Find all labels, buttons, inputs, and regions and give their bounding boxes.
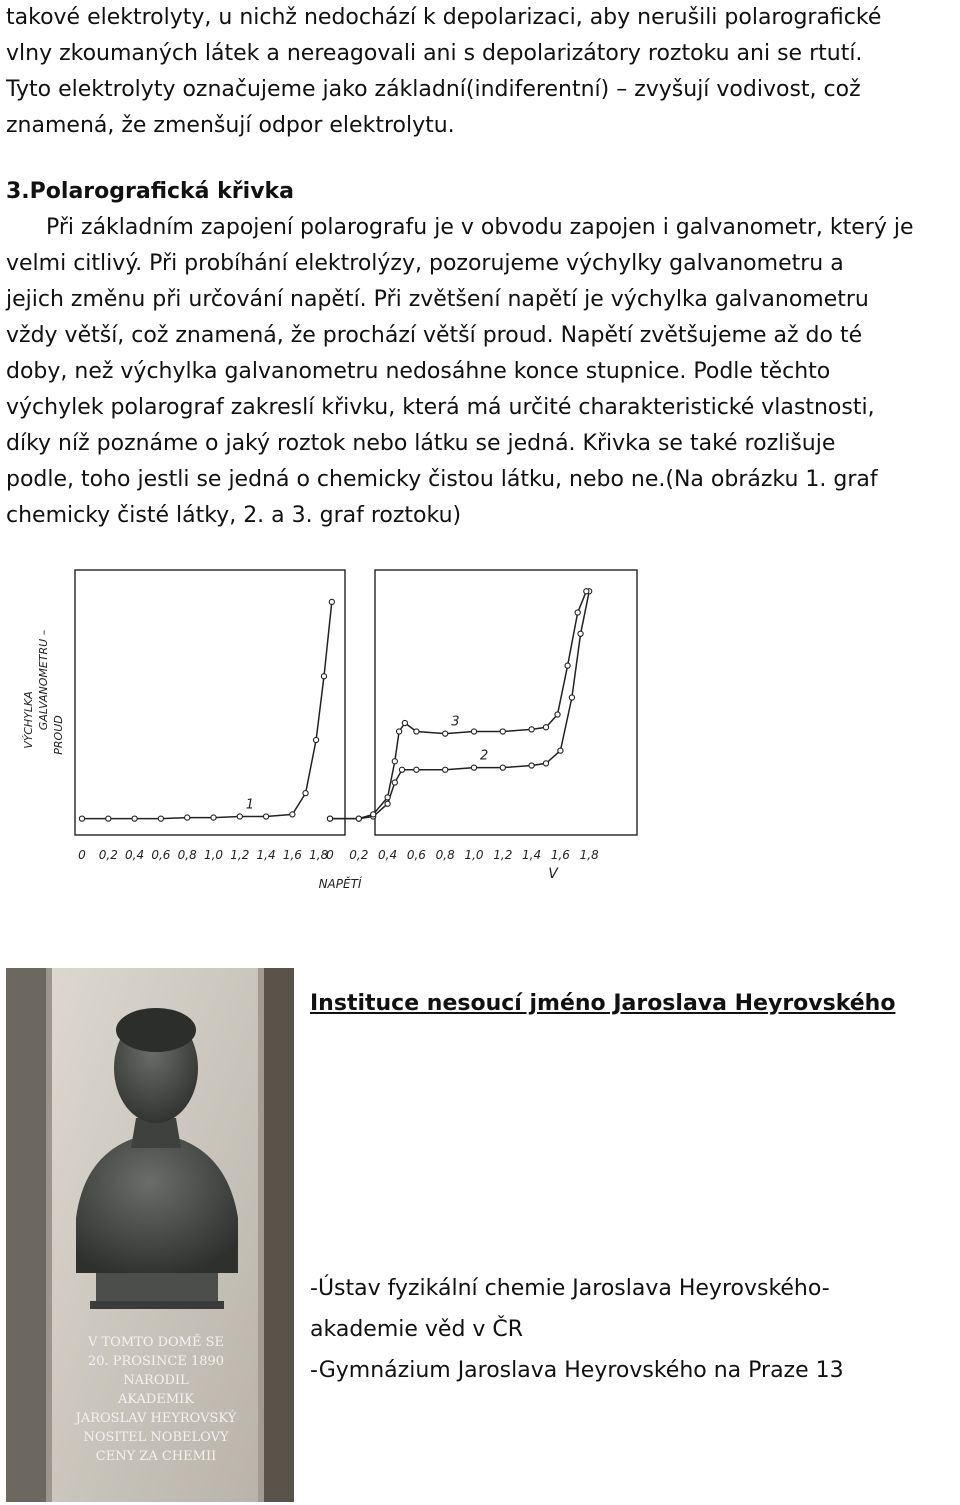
x-tick-label: 1,2 (493, 848, 513, 862)
data-point (397, 729, 402, 734)
data-point (578, 631, 583, 636)
data-point (500, 729, 505, 734)
data-point (313, 737, 318, 742)
data-point (158, 816, 163, 821)
plaque-line: V TOMTO DOMĚ SE (87, 1335, 225, 1350)
plaque-line: NARODIL (123, 1373, 189, 1388)
data-point (443, 731, 448, 736)
data-point (575, 610, 580, 615)
plinth-base (90, 1301, 224, 1309)
plaque-line: NOSITEL NOBELOVY (83, 1430, 229, 1445)
x-tick-label: 1,6 (282, 848, 302, 862)
x-tick-label: 1,4 (522, 848, 542, 862)
text-line: výchylek polarograf zakreslí křivku, která má určité charakteristické vlastnosti, (6, 395, 875, 420)
data-point (543, 725, 548, 730)
polarographic-figure (0, 540, 960, 920)
text-line: Při základním zapojení polarografu je v obvodu zapojen i galvanometr, který je (46, 215, 914, 240)
data-point (543, 761, 548, 766)
data-point (392, 780, 397, 785)
x-tick-label: 1,8 (309, 848, 329, 862)
section-paragraph (6, 210, 956, 534)
data-point (290, 812, 295, 817)
y-axis-label-line: GALVANOMETRU – (37, 629, 50, 731)
data-point (303, 791, 308, 796)
data-point (321, 674, 326, 679)
x-axis-label: NAPĚTÍ (318, 877, 362, 891)
data-point (392, 759, 397, 764)
series-line-2 (330, 591, 589, 818)
text-line: chemicky čisté látky, 2. a 3. graf roztoku) (6, 503, 462, 528)
section-heading: 3.Polarografická křivka (6, 179, 295, 204)
data-point (558, 748, 563, 753)
text-line: díky níž poznáme o jaký roztok nebo látku se jedná. Křivka se také rozlišuje (6, 431, 836, 456)
x-tick-label: 0 (326, 848, 334, 862)
series-line-1 (82, 602, 332, 819)
polarographic-chart (0, 540, 960, 920)
x-tick-label: 1,8 (579, 848, 599, 862)
right-dark-edge (264, 968, 294, 1502)
heyrovsky-plaque-photo (6, 968, 294, 1502)
data-point (79, 816, 84, 821)
series-label: 3 (451, 714, 460, 730)
institutions-title: Instituce nesoucí jméno Jaroslava Heyrovského (310, 991, 896, 1016)
text-line: Tyto elektrolyty označujeme jako základní(indiferentní) – zvyšují vodivost, což (6, 77, 861, 102)
bust-hair (116, 1008, 196, 1052)
data-point (471, 765, 476, 770)
data-point (584, 589, 589, 594)
data-point (264, 814, 269, 819)
x-axis-labels (78, 848, 599, 891)
x-tick-label: 1,4 (256, 848, 276, 862)
chart-panels (75, 570, 637, 835)
x-axis-unit-label: V (548, 866, 558, 882)
series-line-3 (330, 591, 586, 818)
data-point (385, 801, 390, 806)
data-point (327, 816, 332, 821)
data-point (237, 814, 242, 819)
y-axis-label-line: VÝCHYLKA (22, 691, 35, 749)
data-point (402, 720, 407, 725)
data-point (529, 727, 534, 732)
data-point (371, 812, 376, 817)
data-point (529, 763, 534, 768)
data-point (414, 767, 419, 772)
data-point (106, 816, 111, 821)
x-tick-label: 1,0 (203, 848, 224, 862)
plaque-line: CENY ZA CHEMII (95, 1449, 217, 1464)
data-point (471, 729, 476, 734)
data-point (565, 663, 570, 668)
data-point (185, 815, 190, 820)
intro-paragraph (6, 0, 956, 144)
bust-plinth (96, 1273, 218, 1301)
data-point (385, 795, 390, 800)
y-axis-label-group (22, 629, 65, 754)
data-point (555, 712, 560, 717)
data-point (443, 767, 448, 772)
data-point (569, 695, 574, 700)
data-point (399, 767, 404, 772)
series-label: 1 (245, 797, 255, 813)
text-line: takové elektrolyty, u nichž nedochází k depolarizaci, aby nerušili polarografické (6, 5, 882, 30)
x-tick-label: 0,2 (349, 848, 369, 862)
list-item: -Gymnázium Jaroslava Heyrovského na Praze 13 (310, 1358, 844, 1383)
text-line: vlny zkoumaných látek a nereagovali ani s depolarizátory roztoku ani se rtutí. (6, 41, 863, 66)
list-item: akademie věd v ČR (310, 1317, 524, 1342)
list-item: -Ústav fyzikální chemie Jaroslava Heyrovského- (310, 1276, 830, 1301)
data-point (211, 815, 216, 820)
left-dark-edge (6, 968, 46, 1502)
x-tick-label: 0,8 (177, 848, 197, 862)
x-tick-label: 0,8 (435, 848, 455, 862)
x-tick-label: 1,0 (464, 848, 484, 862)
y-axis-label-line: PROUD (52, 715, 65, 755)
x-tick-label: 1,2 (230, 848, 250, 862)
text-line: vždy větší, což znamená, že prochází větší proud. Napětí zvětšujeme až do té (6, 323, 863, 348)
text-line: znamená, že zmenšují odpor elektrolytu. (6, 113, 455, 138)
data-point (356, 816, 361, 821)
x-tick-label: 0,2 (98, 848, 118, 862)
x-tick-label: 1,6 (550, 848, 570, 862)
data-point (132, 816, 137, 821)
x-tick-label: 0,6 (406, 848, 426, 862)
series-label: 2 (480, 748, 489, 764)
data-point (329, 599, 334, 604)
text-line: podle, toho jestli se jedná o chemicky čistou látku, nebo ne.(Na obrázku 1. graf (6, 467, 878, 492)
data-point (500, 765, 505, 770)
x-tick-label: 0,6 (151, 848, 171, 862)
plaque-line: JAROSLAV HEYROVSKÝ (75, 1411, 237, 1426)
text-line: velmi citlivý. Při probíhání elektrolýzy, pozorujeme výchylky galvanometru a (6, 251, 844, 276)
x-tick-label: 0,4 (125, 848, 145, 862)
text-line: doby, než výchylka galvanometru nedosáhne konce stupnice. Podle těchto (6, 359, 831, 384)
x-tick-label: 0,4 (378, 848, 398, 862)
institutions-list (310, 1268, 950, 1391)
plaque-line: 20. PROSINCE 1890 (87, 1354, 225, 1369)
chart-panel-frame (375, 570, 637, 835)
text-line: jejich změnu při určování napětí. Při zvětšení napětí je výchylka galvanometru (6, 287, 869, 312)
plaque-line: AKADEMIK (117, 1392, 195, 1407)
data-point (414, 729, 419, 734)
x-tick-label: 0 (78, 848, 86, 862)
